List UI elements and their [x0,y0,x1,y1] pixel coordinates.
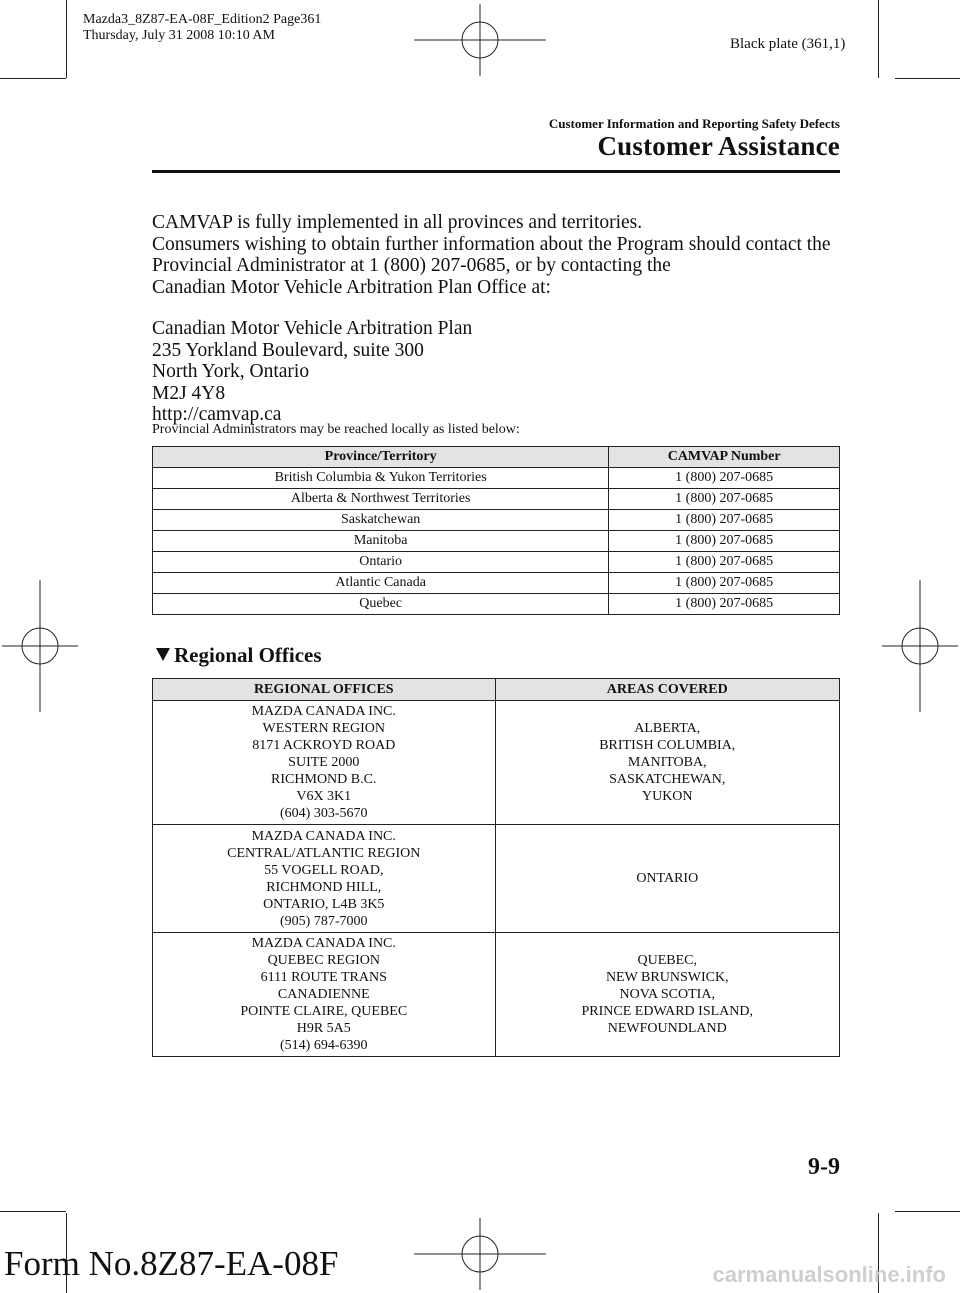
section-label: Customer Information and Reporting Safety Defects [548,116,840,131]
office-line: SUITE 2000 [288,755,360,770]
office-line: RICHMOND HILL, [266,879,382,895]
watermark: carmanualsonline.info [712,1262,946,1287]
area-line: NOVA SCOTIA, [619,987,715,1002]
table-header-row [153,679,840,701]
office-line: CENTRAL/ATLANTIC REGION [227,845,421,861]
office-line: RICHMOND B.C. [271,772,377,787]
number-cell: 1 (800) 207-0685 [609,489,840,510]
form-number: Form No.8Z87-EA-08F [4,1244,339,1283]
address-block [152,318,840,426]
page-title: Customer Assistance [597,131,840,161]
body-line: CAMVAP is fully implemented in all provinces and territories. [152,212,643,233]
camvap-table [152,446,840,615]
section-heading [156,643,322,668]
website-link[interactable]: http://camvap.ca [152,404,282,425]
body-line: Provincial Administrator at 1 (800) 207-0685, or by contacting the [152,255,671,276]
table-row [153,573,840,594]
province-cell: Alberta & Northwest Territories [153,489,609,510]
registration-mark-top [414,4,546,76]
crop-mark [0,78,66,79]
areas-cell [495,701,839,825]
number-cell: 1 (800) 207-0685 [609,573,840,594]
file-info [83,12,321,44]
office-line: MAZDA CANADA INC. [251,936,396,951]
office-line: MAZDA CANADA INC. [251,704,396,719]
regional-offices-table [152,678,840,1057]
address-line: 235 Yorkland Boulevard, suite 300 [152,339,424,361]
office-line: WESTERN REGION [262,721,385,736]
area-line: YUKON [641,789,693,804]
province-cell: Manitoba [153,531,609,552]
number-cell: 1 (800) 207-0685 [609,594,840,615]
table-row [153,552,840,573]
body-line: Consumers wishing to obtain further information about the Program should contact the [152,233,831,255]
province-cell: Quebec [153,594,609,615]
page-number: 9-9 [808,1154,840,1180]
table-row [153,933,840,1057]
area-line: NEW BRUNSWICK, [605,970,729,985]
table-row [153,825,840,933]
office-line: 6111 ROUTE TRANS [260,970,387,985]
table-row [153,531,840,552]
column-header: CAMVAP Number [609,447,840,468]
area-line: SASKATCHEWAN, [609,772,726,787]
province-cell: British Columbia & Yukon Territories [153,468,609,489]
note-text: Provincial Administrators may be reached locally as listed below: [152,422,520,437]
number-cell: 1 (800) 207-0685 [609,552,840,573]
file-line: Mazda3_8Z87-EA-08F_Edition2 Page361 [83,12,322,27]
province-cell: Saskatchewan [153,510,609,531]
number-cell: 1 (800) 207-0685 [609,510,840,531]
crop-mark [66,0,67,78]
office-line: QUEBEC REGION [267,953,380,968]
column-header: REGIONAL OFFICES [153,679,496,701]
office-line: V6X 3K1 [296,789,352,804]
table-row [153,468,840,489]
office-line: (604) 303-5670 [280,806,368,821]
address-line: M2J 4Y8 [152,382,226,404]
area-line: PRINCE EDWARD ISLAND, [581,1004,753,1019]
office-line: POINTE CLAIRE, QUEBEC [240,1004,408,1019]
table-header-row [153,447,840,468]
area-line: ALBERTA, [634,721,701,736]
office-cell [153,701,496,825]
office-cell [153,825,496,933]
body-line: Canadian Motor Vehicle Arbitration Plan Office at: [152,276,551,298]
office-line: H9R 5A5 [296,1021,351,1036]
table-row [153,510,840,531]
area-line: ONTARIO [636,871,699,886]
office-line: ONTARIO, L4B 3K5 [263,896,385,912]
table-row [153,489,840,510]
registration-mark-right [882,580,958,712]
office-line: CANADIENNE [277,987,370,1002]
office-cell [153,933,496,1057]
area-line: BRITISH COLUMBIA, [599,738,736,753]
registration-mark-left [2,580,78,712]
table-row [153,594,840,615]
crop-mark [0,1211,66,1212]
address-line: North York, Ontario [152,361,310,382]
number-cell: 1 (800) 207-0685 [609,531,840,552]
body-paragraph [152,212,840,298]
areas-cell [495,825,839,933]
province-cell: Ontario [153,552,609,573]
office-line: (514) 694-6390 [280,1038,368,1053]
crop-mark [878,0,879,78]
header-rule [152,170,840,173]
office-line: MAZDA CANADA INC. [251,828,396,844]
province-cell: Atlantic Canada [153,573,609,594]
triangle-down-icon [156,648,170,661]
column-header: Province/Territory [153,447,609,468]
office-line: 55 VOGELL ROAD, [264,862,384,878]
crop-mark [895,78,960,79]
area-line: MANITOBA, [627,755,707,770]
date-line: Thursday, July 31 2008 10:10 AM [83,28,275,43]
areas-cell [495,933,839,1057]
office-line: 8171 ACKROYD ROAD [252,738,396,753]
office-line: (905) 787-7000 [280,913,368,929]
area-line: QUEBEC, [637,953,697,968]
plate-label: Black plate (361,1) [730,36,846,52]
number-cell: 1 (800) 207-0685 [609,468,840,489]
area-line: NEWFOUNDLAND [607,1021,727,1036]
address-line: Canadian Motor Vehicle Arbitration Plan [152,318,473,339]
section-heading-text: Regional Offices [174,643,322,667]
registration-mark-bottom [414,1218,546,1290]
table-row [153,701,840,825]
column-header: AREAS COVERED [495,679,839,701]
crop-mark [895,1211,960,1212]
